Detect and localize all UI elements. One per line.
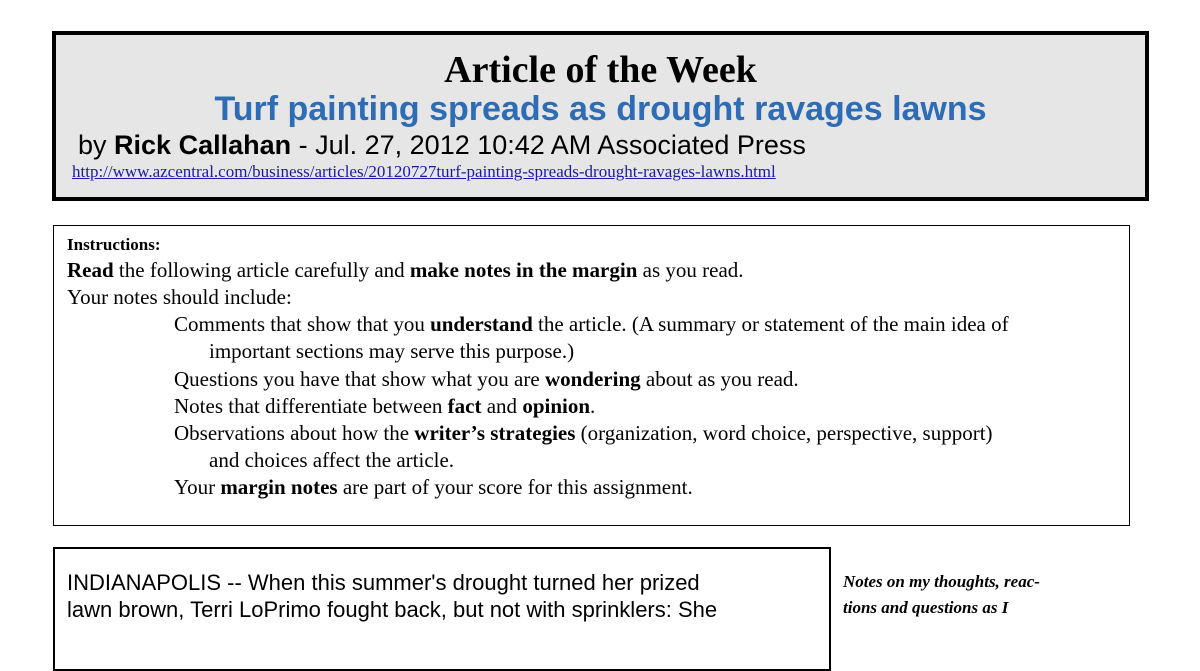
- emphasis-margin-notes: make notes in the margin: [409, 258, 638, 282]
- instruction-text: and: [481, 394, 523, 418]
- instruction-item-wondering: [174, 366, 799, 393]
- instruction-item-strategies: [174, 420, 993, 447]
- instruction-text: the article. (A summary or statement of the main idea of: [532, 312, 1009, 336]
- instruction-text: about as you read.: [640, 367, 799, 391]
- emphasis-wondering: wondering: [544, 367, 641, 391]
- article-body: [67, 569, 817, 623]
- instruction-read: [67, 257, 744, 284]
- author-name: Rick Callahan: [114, 130, 292, 160]
- instruction-text: Comments that show that you: [174, 312, 431, 336]
- emphasis-fact: fact: [447, 394, 482, 418]
- instructions-box: [53, 225, 1130, 526]
- instruction-item-fact-opinion: [174, 393, 595, 420]
- date-source: - Jul. 27, 2012 10:42 AM Associated Press: [291, 130, 806, 160]
- instruction-text: Your: [174, 475, 221, 499]
- instruction-item-strategies-cont: and choices affect the article.: [209, 448, 455, 472]
- byline-prefix: by: [78, 130, 115, 160]
- instruction-notes-include: Your notes should include:: [67, 285, 292, 309]
- margin-notes-line: Notes on my thoughts, reac-: [843, 572, 1040, 591]
- instruction-item-understand: [174, 311, 1009, 338]
- emphasis-writers-strategies: writer’s strategies: [414, 421, 576, 445]
- instruction-text: Questions you have that show what you are: [174, 367, 545, 391]
- instruction-item-understand-cont: important sections may serve this purpose.): [209, 339, 575, 363]
- article-headline: Turf painting spreads as drought ravages lawns: [214, 90, 987, 128]
- margin-notes-line: tions and questions as I: [843, 598, 1009, 617]
- article-line: INDIANAPOLIS -- When this summer's drought turned her prized: [67, 570, 700, 595]
- article-body-box: [53, 547, 831, 671]
- emphasis-read: Read: [67, 258, 114, 282]
- instruction-text: are part of your score for this assignment.: [337, 475, 693, 499]
- instruction-text: Observations about how the: [174, 421, 415, 445]
- emphasis-opinion: opinion: [522, 394, 591, 418]
- instruction-text: (organization, word choice, perspective, support): [575, 421, 993, 445]
- article-header: [52, 31, 1149, 201]
- article-link[interactable]: http://www.azcentral.com/business/articles/20120727turf-painting-spreads-drought-ravages-lawns.html: [72, 162, 776, 181]
- document-title: Article of the Week: [444, 49, 757, 91]
- article-line: lawn brown, Terri LoPrimo fought back, but not with sprinklers: She: [67, 597, 718, 622]
- instruction-text: Notes that differentiate between: [174, 394, 448, 418]
- instruction-item-score: [174, 474, 693, 501]
- emphasis-margin-notes: margin notes: [220, 475, 338, 499]
- instruction-text: the following article carefully and: [113, 258, 410, 282]
- margin-notes-label: [843, 569, 1103, 621]
- instruction-text: .: [590, 394, 596, 418]
- instruction-text: as you read.: [637, 258, 744, 282]
- byline: [78, 129, 806, 161]
- emphasis-understand: understand: [430, 312, 533, 336]
- instructions-heading: Instructions:: [67, 235, 161, 254]
